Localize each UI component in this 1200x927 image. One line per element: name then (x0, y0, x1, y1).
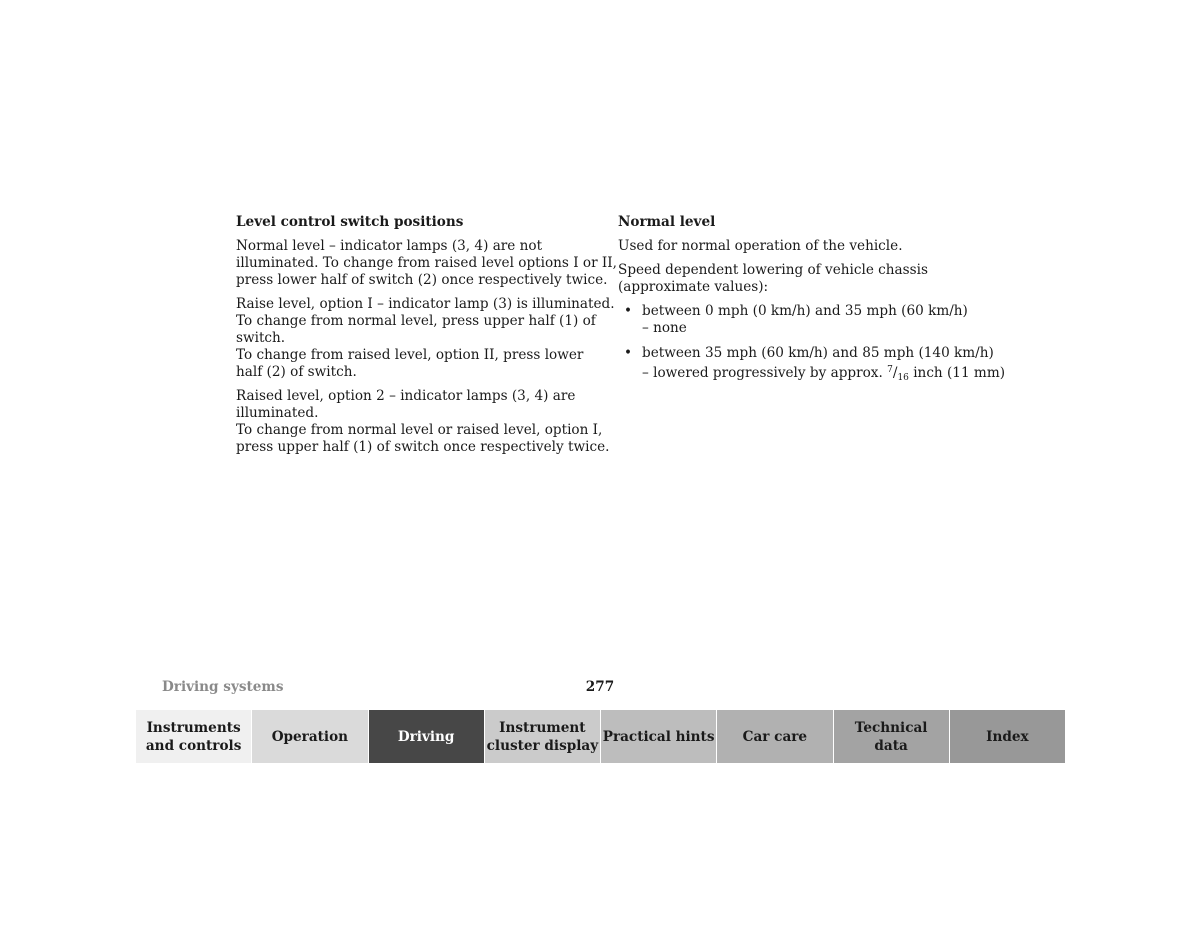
fraction-numerator: 7 (887, 365, 893, 375)
tab-label (487, 719, 599, 755)
text-line-with-fraction (642, 362, 1006, 387)
text-line: between 35 mph (60 km/h) and 85 mph (140 km/h) (642, 345, 994, 361)
right-column (618, 214, 1006, 395)
text-line: Normal level – indicator lamps (3, 4) are not (236, 238, 543, 254)
bullet-icon: • (624, 303, 633, 319)
tab-label-line: Technical (854, 719, 928, 736)
tab-label-line: Instrument (499, 719, 586, 736)
fraction-slash: / (892, 365, 898, 381)
tab-practical-hints[interactable] (601, 710, 717, 763)
fraction-denominator: 16 (897, 373, 909, 383)
tab-label (603, 728, 715, 746)
text-line: press upper half (1) of switch once respectively twice. (236, 439, 610, 455)
tab-label-line: Driving (397, 728, 455, 745)
tab-label-line: Car care (742, 728, 808, 745)
tab-instrument-cluster-display[interactable] (485, 710, 601, 763)
text-line: – none (642, 320, 687, 336)
list-item (618, 345, 1006, 387)
text-line: Raised level, option 2 – indicator lamps (3, 4) are (236, 388, 576, 404)
tab-label-line: Operation (271, 728, 349, 745)
tab-instruments-and-controls[interactable] (136, 710, 252, 763)
page-number: 277 (585, 679, 615, 695)
left-column (236, 214, 617, 463)
text-line: illuminated. (236, 405, 319, 421)
text-line: Raise level, option I – indicator lamp (3) is illuminated. (236, 296, 615, 312)
tab-label-line: data (874, 737, 908, 754)
bullet-icon: • (624, 345, 633, 361)
text-line: To change from normal level, press upper half (1) of (236, 313, 596, 329)
left-paragraph-normal-level (236, 238, 617, 289)
tab-label-line: Practical hints (602, 728, 715, 745)
text-line: To change from normal level or raised level, option I, (236, 422, 603, 438)
list-item (618, 303, 988, 337)
tab-operation[interactable] (252, 710, 368, 763)
text-line: Speed dependent lowering of vehicle chassis (618, 262, 928, 278)
tab-label-line: Instruments (146, 719, 241, 736)
right-paragraph-usage (618, 238, 988, 255)
text-line: half (2) of switch. (236, 364, 357, 380)
tab-label-line: cluster display (486, 737, 599, 754)
right-paragraph-speed (618, 262, 988, 296)
text-line: Used for normal operation of the vehicle. (618, 238, 903, 254)
tab-car-care[interactable] (717, 710, 833, 763)
tab-driving[interactable] (369, 710, 485, 763)
text-segment: – lowered progressively by approx. (642, 365, 888, 381)
tab-technical-data[interactable] (834, 710, 950, 763)
tab-label (146, 719, 241, 755)
tab-label (743, 728, 807, 746)
tab-label (855, 719, 928, 755)
left-paragraph-raise-level (236, 296, 615, 381)
tab-index[interactable] (950, 710, 1065, 763)
tab-label (986, 728, 1029, 746)
section-title: Driving systems (162, 679, 284, 695)
right-heading: Normal level (618, 214, 716, 230)
speed-bullet-list (618, 303, 1006, 387)
tab-label-line: Index (986, 728, 1029, 745)
text-line: To change from raised level, option II, press lower (236, 347, 584, 363)
text-line: illuminated. To change from raised level options I or II, (236, 255, 617, 271)
text-line: press lower half of switch (2) once respectively twice. (236, 272, 608, 288)
text-line: (approximate values): (618, 279, 769, 295)
text-line: switch. (236, 330, 286, 346)
left-heading: Level control switch positions (236, 214, 464, 230)
tab-label (272, 728, 348, 746)
left-paragraph-raised-level (236, 388, 610, 456)
tab-label-line: and controls (145, 737, 242, 754)
tab-label (398, 728, 455, 746)
text-segment: inch (11 mm) (908, 365, 1006, 381)
section-tab-bar (136, 710, 1065, 763)
text-line: between 0 mph (0 km/h) and 35 mph (60 km/h) (642, 303, 968, 319)
